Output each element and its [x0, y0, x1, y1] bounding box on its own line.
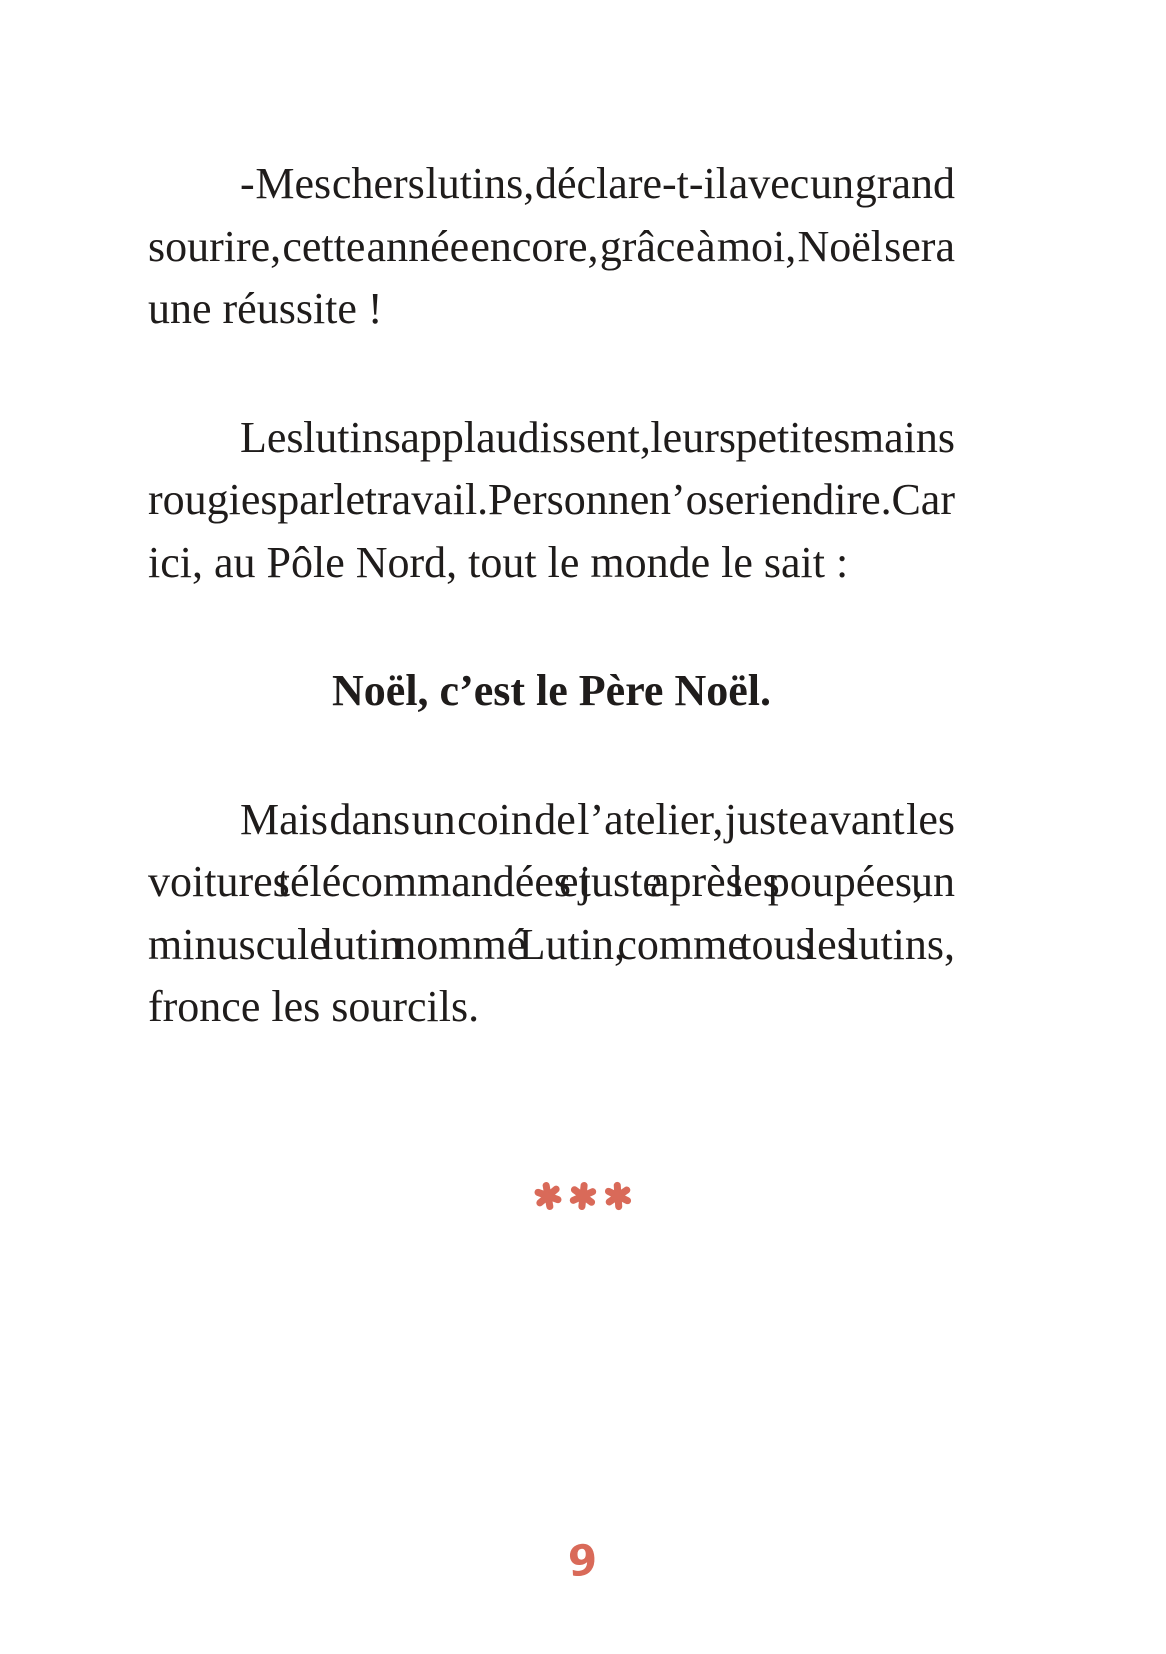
asterisk-icon	[533, 1178, 563, 1214]
story-text-block	[148, 153, 955, 1105]
page-number	[0, 1536, 1166, 1585]
heading-paragraph	[148, 660, 955, 723]
asterisk-separator	[0, 1178, 1166, 1214]
paragraph-line: Les lutins applaudissent, leurs petites mains	[240, 412, 955, 462]
paragraph-line: rougies par le travail. Personne n’ose rien dire. Car	[148, 475, 955, 524]
paragraph-line: une réussite !	[148, 284, 383, 333]
asterisk-icon	[603, 1178, 633, 1214]
paragraph	[148, 153, 955, 341]
paragraph	[148, 407, 955, 595]
paragraph-line: fronce les sourcils.	[148, 982, 480, 1031]
paragraph-line: ici, au Pôle Nord, tout le monde le sait :	[148, 537, 849, 587]
asterisk-icon	[568, 1178, 598, 1214]
paragraph-line: sourire, cette année encore, grâce à moi, Noël sera	[148, 221, 955, 271]
paragraph-line: - Mes chers lutins, déclare-t-il avec un grand	[240, 159, 955, 208]
paragraph	[148, 789, 955, 1039]
paragraph-line: Noël, c’est le Père Noël.	[332, 666, 771, 715]
paragraph-line: minuscule lutin nommé Lutin, comme tous les lutins,	[148, 919, 955, 969]
page-number-value: 9	[567, 1534, 599, 1587]
paragraph-line: Mais dans un coin de l’atelier, juste avant les	[240, 794, 955, 844]
paragraph-line: voitures télécommandées et juste après les poupées, un	[148, 857, 955, 906]
